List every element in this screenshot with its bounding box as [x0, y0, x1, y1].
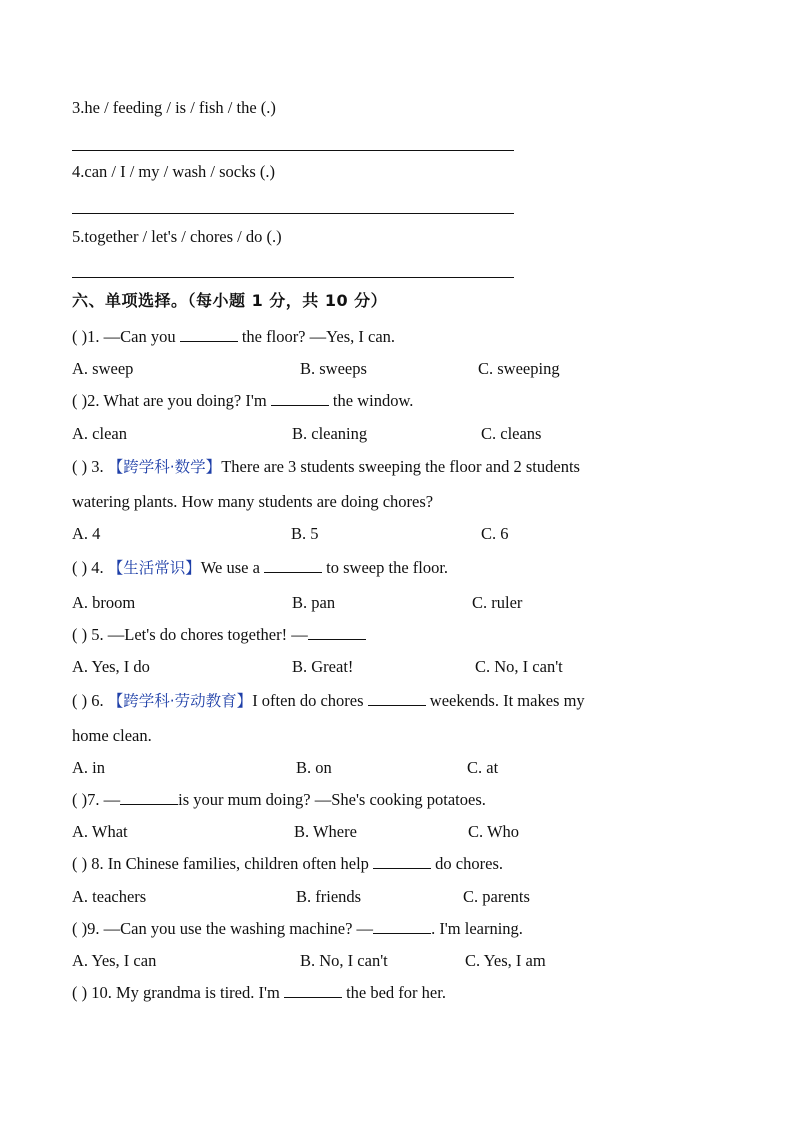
- question-9-suffix: . I'm learning.: [431, 919, 523, 938]
- question-4-prefix: ( ) 4.: [72, 558, 108, 577]
- blank[interactable]: [180, 327, 238, 342]
- question-8: [72, 854, 503, 874]
- blank[interactable]: [308, 625, 366, 640]
- question-9: [72, 919, 523, 939]
- question-1-suffix: the floor? —Yes, I can.: [237, 327, 396, 346]
- option-5a: A. Yes, I do: [72, 657, 150, 676]
- reorder-question-5: 5.together / let's / chores / do (.): [72, 227, 282, 246]
- option-5c: C. No, I can't: [475, 657, 563, 676]
- blank[interactable]: [368, 691, 426, 706]
- option-5b: B. Great!: [292, 657, 354, 676]
- question-2: [72, 391, 413, 411]
- option-7c: C. Who: [468, 822, 520, 841]
- question-4-suffix: to sweep the floor.: [322, 558, 449, 577]
- question-4-text: We use a: [200, 558, 265, 577]
- question-5: [72, 625, 366, 645]
- option-4a: A. broom: [72, 593, 136, 612]
- question-9-prefix: ( )9. —Can you use the washing machine? —: [72, 919, 374, 938]
- question-10-suffix: the bed for her.: [341, 983, 446, 1002]
- option-3c: C. 6: [481, 524, 509, 543]
- question-5-prefix: ( ) 5. —Let's do chores together! —: [72, 625, 308, 644]
- question-3-continued: watering plants. How many students are doing chores?: [72, 492, 434, 511]
- question-3-prefix: ( ) 3.: [72, 457, 108, 476]
- option-7b: B. Where: [294, 822, 357, 841]
- blank[interactable]: [373, 919, 431, 934]
- question-6-prefix: ( ) 6.: [72, 691, 108, 710]
- question-6: [72, 691, 585, 711]
- option-1c: C. sweeping: [478, 359, 560, 378]
- option-1b: B. sweeps: [300, 359, 367, 378]
- reorder-question-3: 3.he / feeding / is / fish / the (.): [72, 98, 276, 117]
- question-6-suffix: weekends. It makes my: [425, 691, 585, 710]
- option-9c: C. Yes, I am: [465, 951, 546, 970]
- option-4b: B. pan: [292, 593, 336, 612]
- question-8-prefix: ( ) 8. In Chinese families, children often help: [72, 854, 374, 873]
- option-6c: C. at: [467, 758, 499, 777]
- option-2a: A. clean: [72, 424, 127, 443]
- question-10-prefix: ( ) 10. My grandma is tired. I'm: [72, 983, 284, 1002]
- answer-line-3[interactable]: [72, 150, 514, 151]
- answer-line-4[interactable]: [72, 213, 514, 214]
- option-4c: C. ruler: [472, 593, 523, 612]
- option-6a: A. in: [72, 758, 105, 777]
- option-1a: A. sweep: [72, 359, 134, 378]
- question-4: [72, 558, 448, 578]
- question-2-prefix: ( )2. What are you doing? I'm: [72, 391, 271, 410]
- question-10: [72, 983, 446, 1003]
- blank[interactable]: [373, 854, 431, 869]
- question-1-prefix: ( )1. —Can you: [72, 327, 180, 346]
- option-8c: C. parents: [463, 887, 530, 906]
- option-9a: A. Yes, I can: [72, 951, 157, 970]
- reorder-question-4: 4.can / I / my / wash / socks (.): [72, 162, 276, 181]
- question-8-suffix: do chores.: [431, 854, 503, 873]
- question-7: [72, 790, 486, 810]
- option-8b: B. friends: [296, 887, 362, 906]
- question-3: [72, 457, 580, 477]
- option-7a: A. What: [72, 822, 128, 841]
- blank[interactable]: [284, 983, 342, 998]
- option-9b: B. No, I can't: [300, 951, 388, 970]
- option-2c: C. cleans: [481, 424, 542, 443]
- option-3b: B. 5: [291, 524, 319, 543]
- option-8a: A. teachers: [72, 887, 147, 906]
- subject-tag: 【跨学科·数学】: [107, 458, 222, 476]
- blank[interactable]: [120, 790, 178, 805]
- option-3a: A. 4: [72, 524, 101, 543]
- blank[interactable]: [271, 391, 329, 406]
- option-6b: B. on: [296, 758, 332, 777]
- question-2-suffix: the window.: [328, 391, 414, 410]
- question-3-text: There are 3 students sweeping the floor and 2 students: [221, 457, 580, 476]
- subject-tag: 【跨学科·劳动教育】: [107, 692, 253, 710]
- answer-line-5[interactable]: [72, 277, 514, 278]
- question-1: [72, 327, 395, 347]
- question-7-prefix: ( )7. —: [72, 790, 121, 809]
- subject-tag: 【生活常识】: [107, 559, 201, 577]
- blank[interactable]: [264, 558, 322, 573]
- question-6-text: I often do chores: [252, 691, 368, 710]
- option-2b: B. cleaning: [292, 424, 368, 443]
- question-6-continued: home clean.: [72, 726, 152, 745]
- question-7-suffix: is your mum doing? —She's cooking potatoes.: [178, 790, 486, 809]
- section-title: 六、单项选择。（每小题 1 分，共 10 分）: [72, 291, 388, 310]
